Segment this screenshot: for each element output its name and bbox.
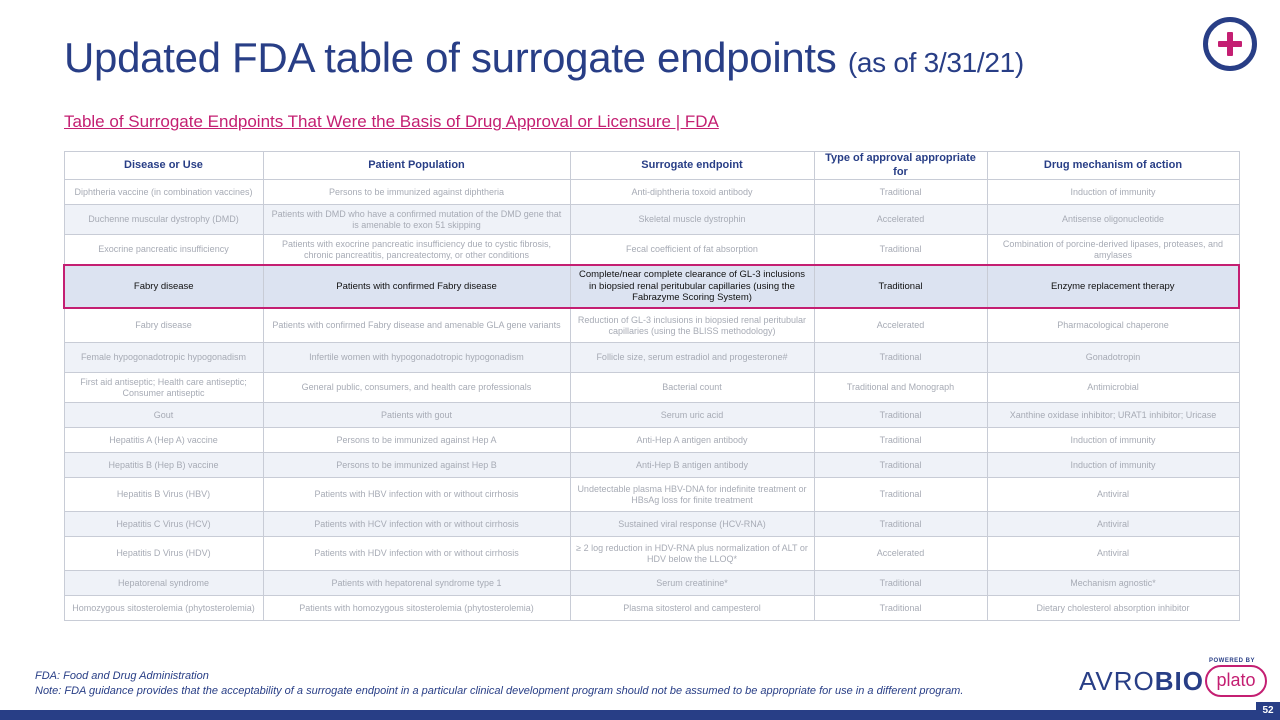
plato-logo: plato <box>1205 665 1267 697</box>
table-row <box>64 373 1239 403</box>
table-row <box>64 180 1239 205</box>
cell-mechanism: Induction of immunity <box>987 180 1239 205</box>
cell-population: Patients with HBV infection with or without cirrhosis <box>263 478 570 512</box>
cell-disease: Female hypogonadotropic hypogonadism <box>64 343 263 373</box>
avrobio-wordmark <box>1079 666 1204 697</box>
page-number: 52 <box>1256 702 1280 720</box>
cell-mechanism: Xanthine oxidase inhibitor; URAT1 inhibitor; Uricase <box>987 403 1239 428</box>
cell-mechanism: Antiviral <box>987 512 1239 537</box>
cell-population: Patients with homozygous sitosterolemia (phytosterolemia) <box>263 596 570 621</box>
surrogate-endpoints-table <box>63 151 1240 621</box>
cell-mechanism: Mechanism agnostic* <box>987 571 1239 596</box>
cell-disease: Exocrine pancreatic insufficiency <box>64 235 263 266</box>
table-row <box>64 428 1239 453</box>
header-surrogate: Surrogate endpoint <box>570 152 814 180</box>
cell-surrogate: Undetectable plasma HBV-DNA for indefinite treatment or HBsAg loss for finite treatment <box>570 478 814 512</box>
cell-population: Patients with DMD who have a confirmed mutation of the DMD gene that is amenable to exon 51 skipping <box>263 205 570 235</box>
cell-disease: First aid antiseptic; Health care antiseptic; Consumer antiseptic <box>64 373 263 403</box>
cell-approval: Traditional <box>814 343 987 373</box>
cell-surrogate: ≥ 2 log reduction in HDV-RNA plus normalization of ALT or HDV below the LLOQ* <box>570 537 814 571</box>
table-row <box>64 571 1239 596</box>
cell-approval: Traditional and Monograph <box>814 373 987 403</box>
cell-mechanism: Enzyme replacement therapy <box>987 265 1239 308</box>
bottom-bar <box>0 710 1280 720</box>
cell-mechanism: Combination of porcine-derived lipases, proteases, and amylases <box>987 235 1239 266</box>
cell-disease: Hepatitis C Virus (HCV) <box>64 512 263 537</box>
cell-mechanism: Induction of immunity <box>987 428 1239 453</box>
table-header-row <box>64 152 1239 180</box>
table-row <box>64 596 1239 621</box>
table-row <box>64 537 1239 571</box>
cell-approval: Traditional <box>814 596 987 621</box>
cell-disease: Homozygous sitosterolemia (phytosterolemia) <box>64 596 263 621</box>
cell-disease: Hepatitis A (Hep A) vaccine <box>64 428 263 453</box>
cell-population: Patients with exocrine pancreatic insufficiency due to cystic fibrosis, chronic pancreatitis, pancreatectomy, or other conditions <box>263 235 570 266</box>
table-row <box>64 512 1239 537</box>
cell-mechanism: Pharmacological chaperone <box>987 308 1239 343</box>
cell-approval: Accelerated <box>814 205 987 235</box>
cell-disease: Hepatitis D Virus (HDV) <box>64 537 263 571</box>
cell-disease: Hepatorenal syndrome <box>64 571 263 596</box>
cell-approval: Traditional <box>814 180 987 205</box>
fda-table-link[interactable]: Table of Surrogate Endpoints That Were the Basis of Drug Approval or Licensure | FDA <box>64 112 719 131</box>
cell-disease: Fabry disease <box>64 265 263 308</box>
cell-population: Patients with gout <box>263 403 570 428</box>
cell-disease: Gout <box>64 403 263 428</box>
footer-abbreviation: FDA: Food and Drug Administration <box>35 670 209 682</box>
cell-approval: Traditional <box>814 453 987 478</box>
cell-surrogate: Skeletal muscle dystrophin <box>570 205 814 235</box>
cell-mechanism: Induction of immunity <box>987 453 1239 478</box>
table-row <box>64 403 1239 428</box>
cell-population: Persons to be immunized against Hep A <box>263 428 570 453</box>
table-row <box>64 453 1239 478</box>
table-row <box>64 308 1239 343</box>
table-row-highlighted <box>64 265 1239 308</box>
cell-approval: Accelerated <box>814 308 987 343</box>
table-row <box>64 205 1239 235</box>
cell-surrogate: Serum creatinine* <box>570 571 814 596</box>
cell-mechanism: Gonadotropin <box>987 343 1239 373</box>
header-population: Patient Population <box>263 152 570 180</box>
cell-approval: Accelerated <box>814 537 987 571</box>
header-disease: Disease or Use <box>64 152 263 180</box>
cell-population: Persons to be immunized against diphtheria <box>263 180 570 205</box>
table-row <box>64 478 1239 512</box>
cell-population: Patients with confirmed Fabry disease <box>263 265 570 308</box>
cell-surrogate: Reduction of GL-3 inclusions in biopsied renal peritubular capillaries (using the BLISS methodology) <box>570 308 814 343</box>
header-approval: Type of approval appropriate for <box>814 152 987 180</box>
cell-approval: Traditional <box>814 235 987 266</box>
cell-population: Patients with HCV infection with or without cirrhosis <box>263 512 570 537</box>
table-row <box>64 235 1239 266</box>
cell-approval: Traditional <box>814 403 987 428</box>
footer-note: Note: FDA guidance provides that the acceptability of a surrogate endpoint in a particular clinical development program should not be assumed to be appropriate for use in a different program. <box>35 685 964 697</box>
avrobio-logo <box>1079 658 1269 708</box>
title-main: Updated FDA table of surrogate endpoints <box>64 34 837 81</box>
cell-disease: Duchenne muscular dystrophy (DMD) <box>64 205 263 235</box>
cell-population: Patients with confirmed Fabry disease and amenable GLA gene variants <box>263 308 570 343</box>
cell-disease: Hepatitis B (Hep B) vaccine <box>64 453 263 478</box>
footer-notes <box>35 669 963 699</box>
title-subtitle: (as of 3/31/21) <box>847 47 1024 78</box>
plus-circle-icon <box>1203 17 1257 71</box>
cell-mechanism: Antisense oligonucleotide <box>987 205 1239 235</box>
cell-disease: Fabry disease <box>64 308 263 343</box>
cell-population: Persons to be immunized against Hep B <box>263 453 570 478</box>
cell-surrogate: Serum uric acid <box>570 403 814 428</box>
cell-mechanism: Antiviral <box>987 537 1239 571</box>
cell-approval: Traditional <box>814 512 987 537</box>
cell-surrogate: Follicle size, serum estradiol and progesterone# <box>570 343 814 373</box>
header-mechanism: Drug mechanism of action <box>987 152 1239 180</box>
cell-surrogate: Complete/near complete clearance of GL-3 inclusions in biopsied renal peritubular capillaries (using the Fabrazyme Scoring System) <box>570 265 814 308</box>
cell-mechanism: Antimicrobial <box>987 373 1239 403</box>
cell-surrogate: Sustained viral response (HCV-RNA) <box>570 512 814 537</box>
powered-by-label: POWERED BY <box>1209 658 1256 664</box>
cell-approval: Traditional <box>814 428 987 453</box>
cell-approval: Traditional <box>814 571 987 596</box>
cell-population: Patients with hepatorenal syndrome type 1 <box>263 571 570 596</box>
cell-approval: Traditional <box>814 478 987 512</box>
cell-surrogate: Anti-diphtheria toxoid antibody <box>570 180 814 205</box>
cell-surrogate: Bacterial count <box>570 373 814 403</box>
cell-population: Patients with HDV infection with or without cirrhosis <box>263 537 570 571</box>
cell-mechanism: Dietary cholesterol absorption inhibitor <box>987 596 1239 621</box>
cell-population: General public, consumers, and health care professionals <box>263 373 570 403</box>
cell-surrogate: Anti-Hep A antigen antibody <box>570 428 814 453</box>
avro-text: AVRO <box>1079 666 1155 696</box>
bio-text: BIO <box>1154 666 1204 696</box>
slide-title <box>64 34 1024 82</box>
cell-surrogate: Plasma sitosterol and campesterol <box>570 596 814 621</box>
cell-population: Infertile women with hypogonadotropic hypogonadism <box>263 343 570 373</box>
cell-surrogate: Fecal coefficient of fat absorption <box>570 235 814 266</box>
cell-disease: Diphtheria vaccine (in combination vaccines) <box>64 180 263 205</box>
cell-mechanism: Antiviral <box>987 478 1239 512</box>
table-row <box>64 343 1239 373</box>
cell-approval: Traditional <box>814 265 987 308</box>
cell-disease: Hepatitis B Virus (HBV) <box>64 478 263 512</box>
cell-surrogate: Anti-Hep B antigen antibody <box>570 453 814 478</box>
